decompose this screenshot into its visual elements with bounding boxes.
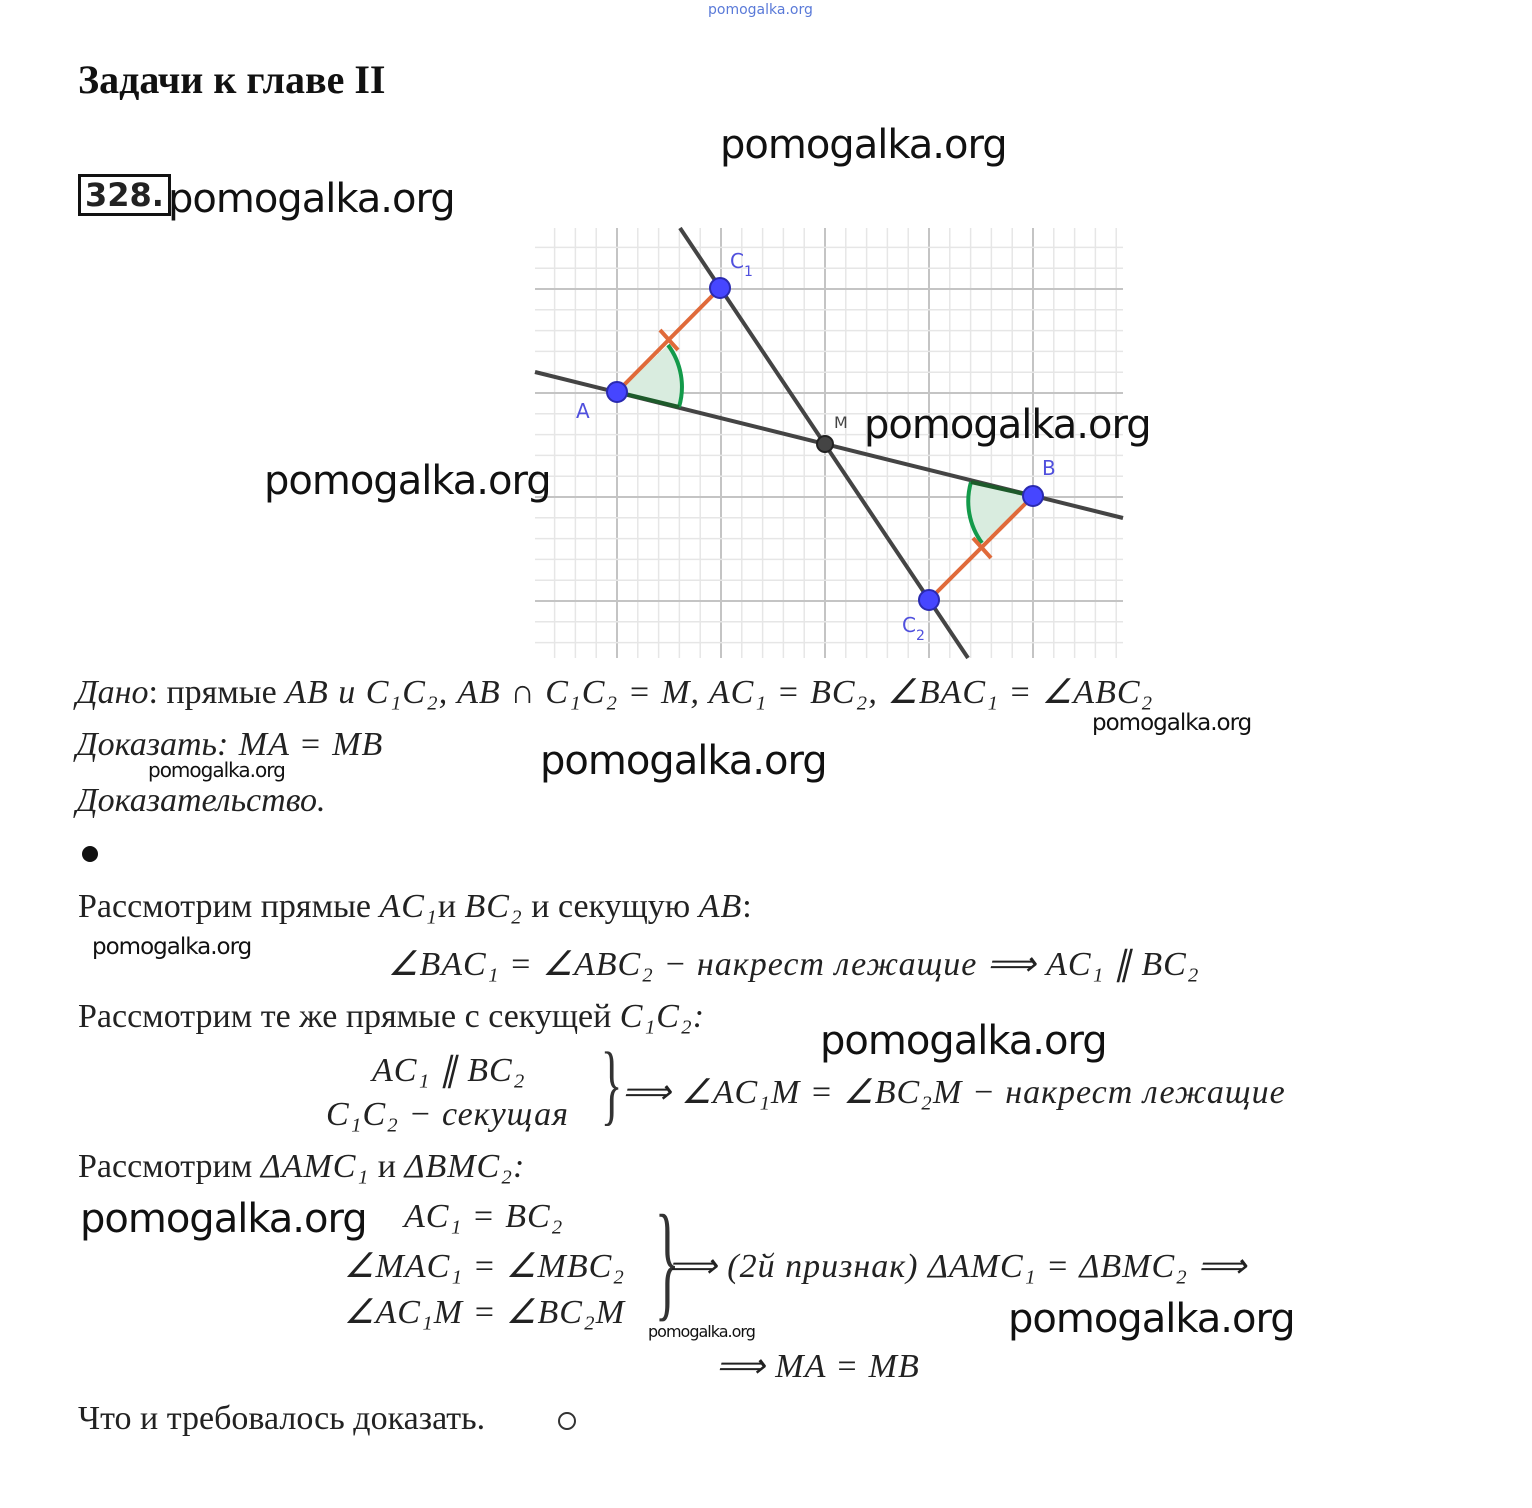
watermark: pomogalka.org — [264, 458, 551, 504]
step2-result: ⟹ ∠AC₁M = ∠BC₂M − накрест лежащие — [622, 1074, 1286, 1111]
label-m: M — [834, 413, 848, 432]
problem-number: 328. — [78, 174, 171, 216]
step3-system-line: ∠AC₁M = ∠BC₂M — [344, 1294, 626, 1331]
watermark: pomogalka.org — [168, 176, 455, 222]
watermark: pomogalka.org — [1008, 1296, 1295, 1342]
watermark: pomogalka.org — [540, 738, 827, 784]
prove-line: Доказать: MA = MB — [76, 726, 384, 763]
watermark: pomogalka.org — [864, 402, 1151, 448]
chapter-heading: Задачи к главе II — [78, 57, 386, 102]
step3-result: ⟹ (2й признак) ΔAMC₁ = ΔBMC₂ ⟹ — [668, 1248, 1248, 1285]
label-c2: $C_2$ — [902, 613, 925, 644]
point-a — [607, 382, 627, 402]
watermark: pomogalka.org — [1092, 710, 1252, 736]
watermark: pomogalka.org — [708, 2, 813, 18]
label-a: A — [576, 399, 590, 423]
watermark: pomogalka.org — [720, 122, 1007, 168]
brace: } — [600, 1035, 623, 1134]
watermark: pomogalka.org — [648, 1322, 755, 1341]
step3: Рассмотрим ΔAMC₁ и ΔBMC₂: — [78, 1148, 526, 1185]
step2-system-line: AC₁ ∥ BC₂ — [372, 1052, 526, 1089]
given-line: Дано: прямые AB и C₁C₂, AB ∩ C₁C₂ = M, AC₁ = BC₂, ∠BAC₁ = ∠ABC₂ — [76, 674, 1154, 711]
watermark: pomogalka.org — [80, 1196, 367, 1242]
step3-system-line: AC₁ = BC₂ — [404, 1198, 564, 1235]
point-c2 — [919, 590, 939, 610]
label-b: B — [1042, 456, 1056, 480]
watermark: pomogalka.org — [92, 934, 252, 960]
point-b — [1023, 486, 1043, 506]
final-result: ⟹ MA = MB — [716, 1348, 920, 1385]
label-c1: $C_1$ — [730, 249, 753, 280]
step1-result: ∠BAC₁ = ∠ABC₂ − накрест лежащие ⟹ AC₁ ∥ BC₂ — [388, 946, 1200, 983]
step1: Рассмотрим прямые AC₁и BC₂ и секущую AB: — [78, 888, 752, 925]
given-label: Дано — [76, 674, 149, 711]
step2: Рассмотрим те же прямые с секущей C₁C₂: — [78, 998, 706, 1035]
proof-label: Доказательство. — [76, 782, 326, 819]
point-c1 — [710, 278, 730, 298]
step3-system-line: ∠MAC₁ = ∠MBC₂ — [344, 1248, 626, 1285]
conclusion: Что и требовалось доказать. — [78, 1400, 486, 1437]
geometry-diagram — [0, 0, 1532, 700]
point-m — [817, 436, 833, 452]
bullet-icon — [82, 846, 98, 862]
end-circle-icon — [558, 1412, 576, 1430]
brace: } — [654, 1189, 680, 1333]
watermark: pomogalka.org — [148, 758, 285, 782]
step2-system-line: C₁C₂ − секущая — [326, 1096, 569, 1133]
watermark: pomogalka.org — [820, 1018, 1107, 1064]
